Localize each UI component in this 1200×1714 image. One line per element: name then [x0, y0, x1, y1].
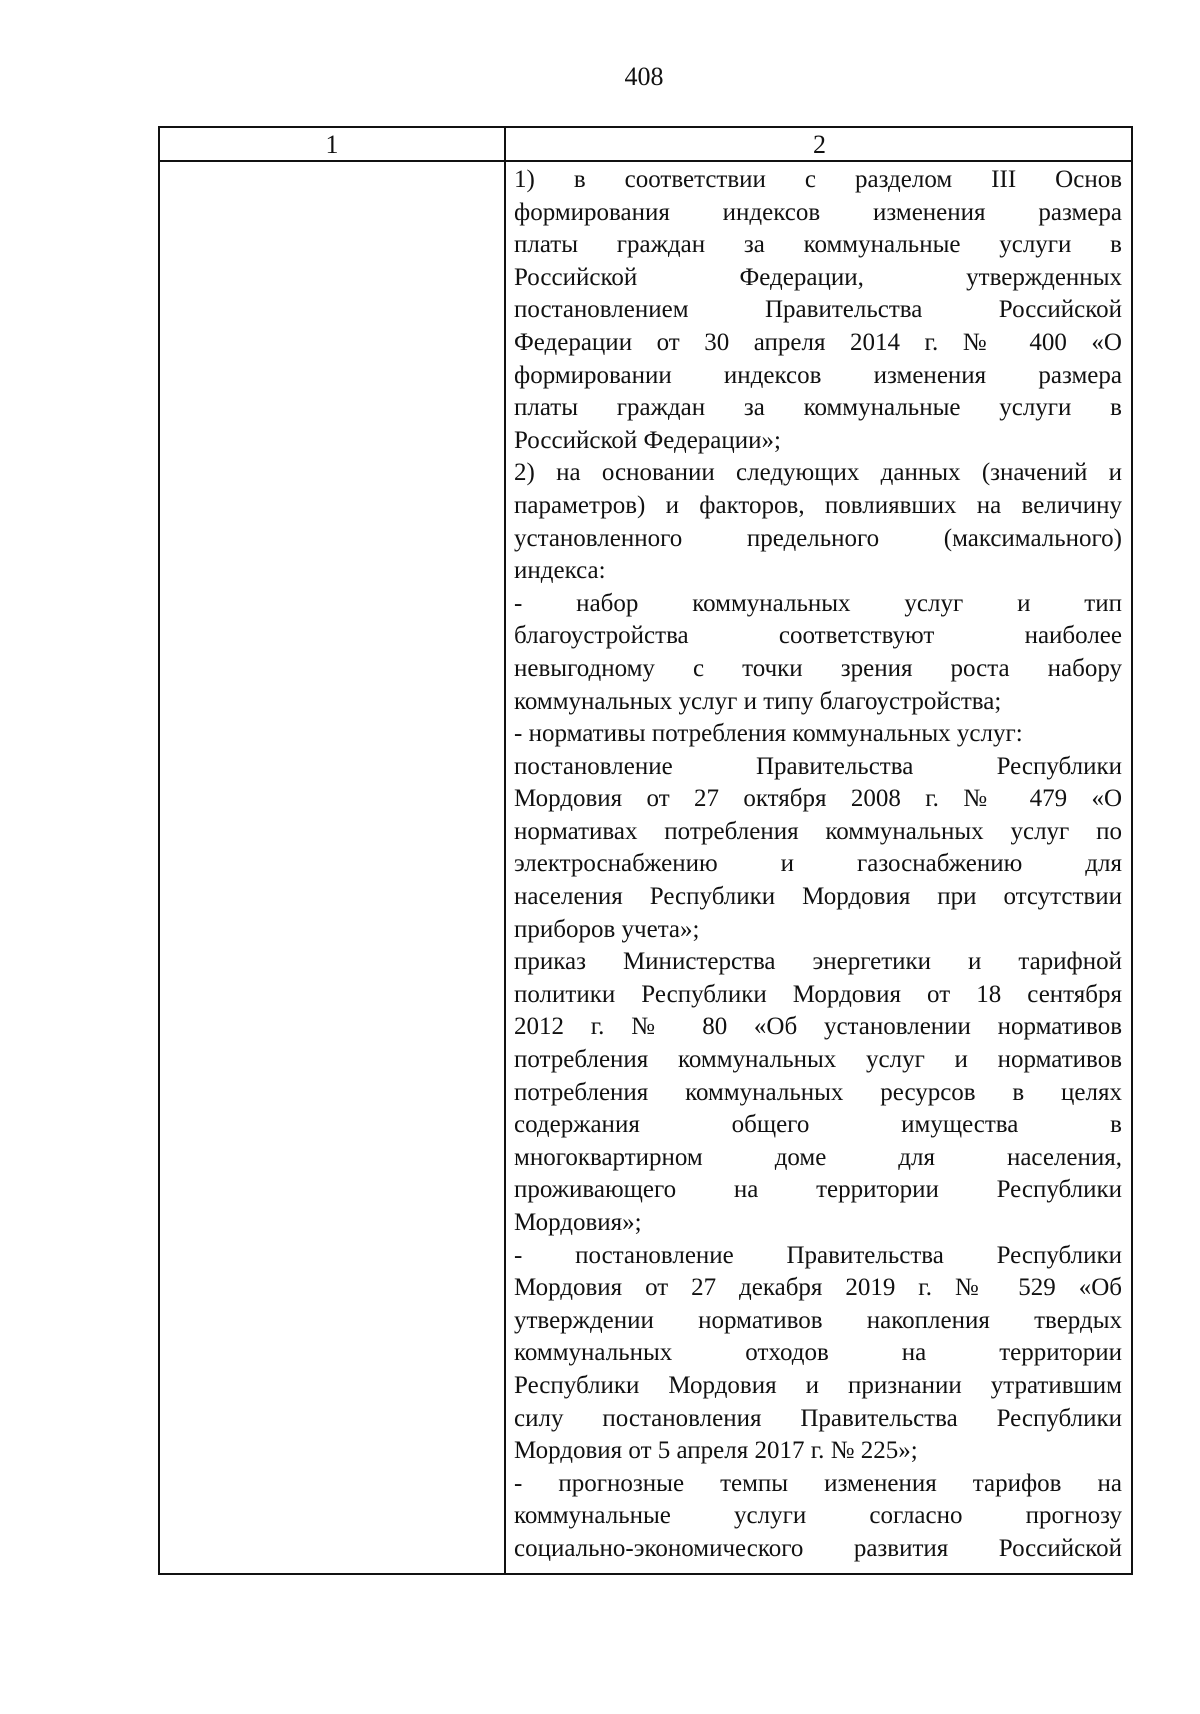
text-line: формирования индексов изменения размера [514, 198, 1122, 226]
text-line: политики Республики Мордовия от 18 сентября [514, 980, 1122, 1008]
text-line: - прогнозные темпы изменения тарифов на [514, 1469, 1122, 1497]
page-number: 408 [624, 62, 664, 91]
text-line: Российской Федерации»; [514, 426, 781, 454]
text-line: утверждении нормативов накопления твердых [514, 1306, 1122, 1334]
text-line: социально-экономического развития Российской [514, 1534, 1122, 1562]
text-line: потребления коммунальных услуг и нормативов [514, 1046, 1122, 1074]
text-line: Российской Федерации, утвержденных [514, 263, 1122, 291]
text-line: платы граждан за коммунальные услуги в [514, 231, 1122, 259]
text-line: благоустройства соответствуют наиболее [514, 622, 1122, 650]
column-header-1: 1 [325, 130, 339, 159]
document-table [158, 126, 1133, 1575]
text-line: - постановление Правительства Республики [514, 1241, 1122, 1269]
text-line: - нормативы потребления коммунальных услуг: [514, 720, 1023, 748]
text-line: населения Республики Мордовия при отсутствии [514, 883, 1122, 911]
text-line: силу постановления Правительства Республики [514, 1404, 1122, 1432]
text-line: постановлением Правительства Российской [514, 296, 1122, 324]
text-line: 2012 г. № 80 «Об установлении нормативов [514, 1013, 1122, 1041]
text-line: нормативах потребления коммунальных услуг по [514, 817, 1122, 845]
column-divider [504, 128, 506, 1573]
text-line: 1) в соответствии с разделом III Основ [514, 166, 1122, 193]
text-line: платы граждан за коммунальные услуги в [514, 394, 1122, 422]
text-line: Мордовия»; [514, 1209, 642, 1236]
text-line: 2) на основании следующих данных (значений и [514, 459, 1122, 487]
text-line: Мордовия от 5 апреля 2017 г. № 225»; [514, 1437, 918, 1465]
text-line: формировании индексов изменения размера [514, 361, 1122, 389]
text-line: электроснабжению и газоснабжению для [514, 850, 1122, 878]
text-line: потребления коммунальных ресурсов в целях [514, 1078, 1122, 1106]
text-line: коммунальных услуг и типу благоустройства; [514, 687, 1002, 715]
text-line: проживающего на территории Республики [514, 1176, 1122, 1204]
column-2-text-cell [514, 164, 1122, 1566]
text-line: постановление Правительства Республики [514, 752, 1122, 780]
text-line: параметров) и факторов, повлиявших на величину [514, 491, 1122, 519]
text-line: многоквартирном доме для населения, [514, 1143, 1122, 1171]
text-line: невыгодному с точки зрения роста набору [514, 654, 1122, 682]
text-line: Мордовия от 27 декабря 2019 г. № 529 «Об [514, 1274, 1122, 1302]
text-line: Мордовия от 27 октября 2008 г. № 479 «О [514, 785, 1122, 813]
text-line: содержания общего имущества в [514, 1111, 1122, 1139]
text-line: индекса: [514, 557, 606, 585]
text-line: приборов учета»; [514, 915, 700, 943]
text-line: коммунальные услуги согласно прогнозу [514, 1502, 1122, 1530]
text-line: коммунальных отходов на территории [514, 1339, 1122, 1367]
column-header-2: 2 [813, 130, 826, 159]
text-line: приказ Министерства энергетики и тарифной [514, 948, 1122, 976]
table-header-row [160, 128, 1131, 162]
text-line: установленного предельного (максимального) [514, 524, 1122, 552]
text-line: - набор коммунальных услуг и тип [514, 589, 1122, 617]
text-line: Федерации от 30 апреля 2014 г. № 400 «О [514, 328, 1122, 356]
text-line: Республики Мордовия и признании утратившим [514, 1371, 1122, 1399]
